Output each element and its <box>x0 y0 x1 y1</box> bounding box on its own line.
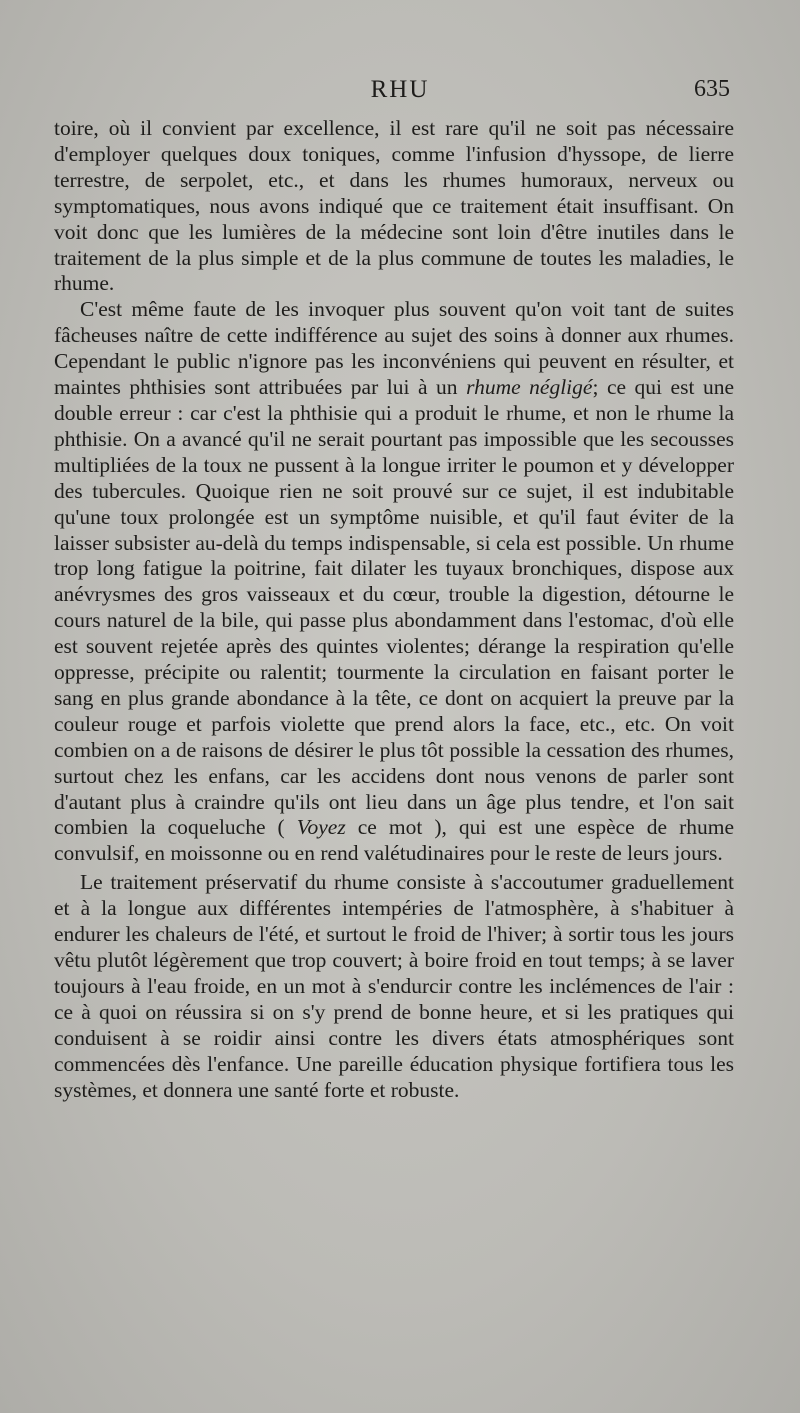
paragraph-continuation: toire, où il convient par excellence, il est rare qu'il ne soit pas nécessaire d'employer quelques doux toniques, comme l'infusion d'hyssope, de lierre terrestre, de serpolet, etc., et dans les rhumes humoraux, nerveux ou symptomatiques, nous avons indiqué que ce traitement était insuffisant. On voit donc que les lumières de la médecine sont loin d'être inutiles dans le traitement de la plus simple et de la plus commune de toutes les maladies, le rhume. <box>54 116 734 296</box>
page-body <box>54 116 734 1103</box>
page-number: 635 <box>694 76 730 102</box>
paragraph-consequences <box>54 297 734 867</box>
paragraph-preventive-treatment: Le traitement préservatif du rhume consiste à s'accoutumer graduellement et à la longue aux différentes intempéries de l'atmosphère, à s'habituer à endurer les chaleurs de l'été, et surtout le froid de l'hiver; à sortir tous les jours vêtu plutôt légèrement que trop couvert; à boire froid en tout temps; à se laver toujours à l'eau froide, en un mot à s'endurcir contre les inclémences de l'air : ce à quoi on réussira si on s'y prend de bonne heure, et si les pratiques qui conduisent à se roidir ainsi contre les divers états atmosphériques sont commencées dès l'enfance. Une pareille éducation physique fortifiera tous les systèmes, et donnera une santé forte et robuste. <box>54 870 734 1102</box>
paragraph-text: ce mot ), qui est une espèce de rhume convulsif, en moissonne ou en rend valétudinaires pour le reste de leurs jours. <box>54 815 734 866</box>
paragraph-text: ; ce qui est une double erreur : car c'est la phthisie qui a produit le rhume, et non le rhume la phthisie. On a avancé qu'il ne serait pourtant pas impossible que les secousses multipliées de la toux ne pussent à la longue irriter le poumon et y développer des tubercules. Quoique rien ne soit prouvé sur ce sujet, il est indubitable qu'une toux prolongée est un symptôme nuisible, et qu'il faut éviter de la laisser subsister au-delà du temps indispensable, si cela est possible. Un rhume trop long fatigue la poitrine, fait dilater les tuyaux bronchiques, dispose aux anévrysmes des gros vaisseaux et du cœur, trouble la digestion, détourne le cours naturel de la bile, qui passe plus abondamment dans l'estomac, d'où elle est souvent rejetée après des quintes violentes; dérange la respiration qu'elle oppresse, précipite ou ralentit; tourmente la circulation en faisant porter le sang en plus grande abondance à la tête, ce dont on acquiert la preuve par la couleur rouge et parfois violette que prend alors la face, etc., etc. On voit combien on a de raisons de désirer le plus tôt possible la cessation des rhumes, surtout chez les enfans, car les accidens dont nous venons de parler sont d'autant plus à craindre qu'ils ont lieu dans un âge plus tendre, et l'on sait combien la coqueluche ( <box>54 375 734 840</box>
page-header <box>0 76 800 110</box>
italic-term-rhume-neglige: rhume négligé <box>466 375 593 400</box>
italic-cross-reference: Voyez <box>296 815 346 840</box>
paragraph-text: C'est même faute de les invoquer plus souvent qu'on voit tant de suites fâcheuses naître de cette indifférence au sujet des soins à donner aux rhumes. Cependant le public n'ignore pas les inconvéniens qui peuvent en résulter, et maintes phthisies sont attribuées par lui à un <box>54 297 734 400</box>
running-head: RHU <box>370 76 430 103</box>
